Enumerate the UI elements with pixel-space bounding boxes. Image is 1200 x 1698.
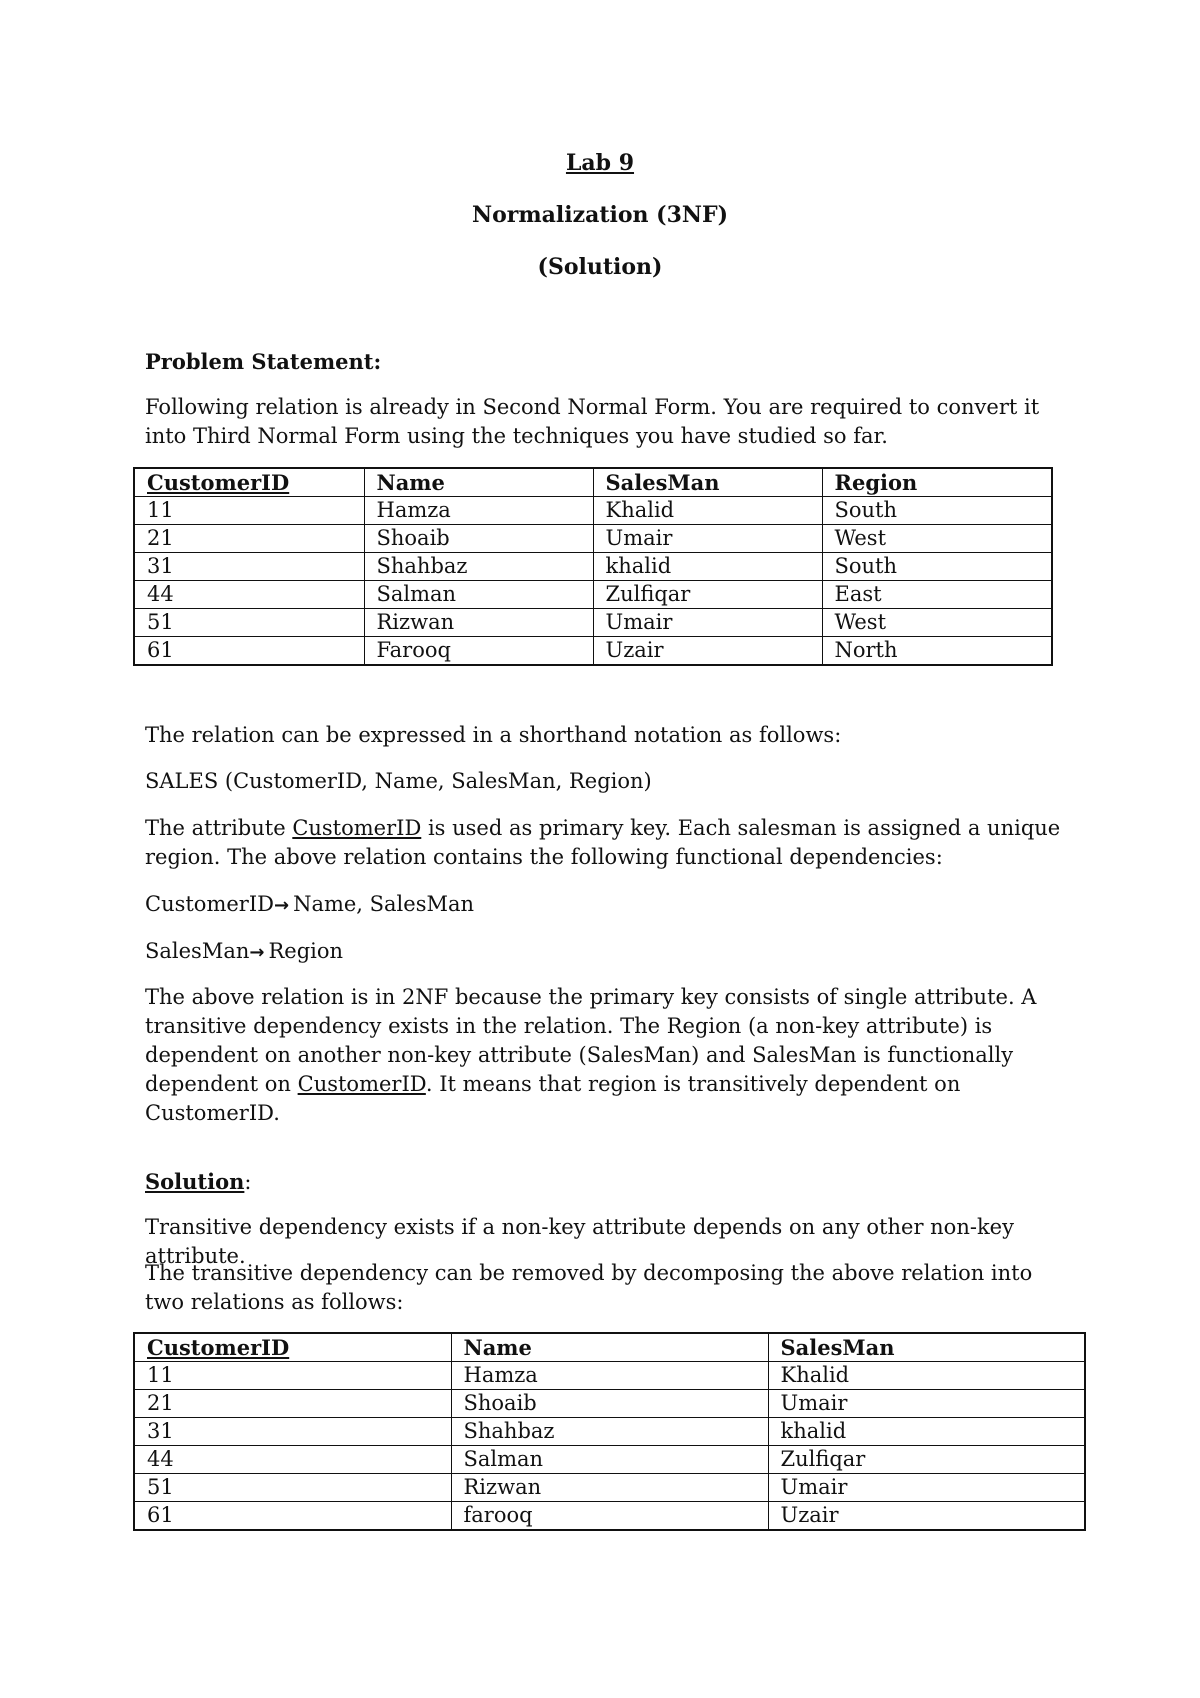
fd-dependent: Region	[268, 939, 344, 963]
table-cell: farooq	[451, 1502, 768, 1531]
primary-key-paragraph	[145, 814, 1065, 872]
table-cell: khalid	[593, 553, 822, 581]
primary-key-attribute: CustomerID	[292, 816, 422, 840]
table-cell: Shoaib	[364, 525, 593, 553]
table-cell: 51	[134, 609, 364, 637]
problem-intro: Following relation is already in Second Normal Form. You are required to convert it into Third Normal Form using the techniques you have studied so far.	[145, 395, 1040, 448]
column-header: Region	[822, 468, 1052, 497]
table-cell: Farooq	[364, 637, 593, 666]
table-cell: Umair	[593, 609, 822, 637]
table-cell: Salman	[451, 1446, 768, 1474]
table-row	[134, 497, 1052, 525]
table-cell: Umair	[768, 1390, 1085, 1418]
table-row	[134, 637, 1052, 666]
fd-dependent: Name, SalesMan	[293, 892, 475, 916]
table-cell: 21	[134, 1390, 451, 1418]
table-cell: 44	[134, 581, 364, 609]
arrow-right-icon: →	[273, 895, 290, 916]
table-cell: Shoaib	[451, 1390, 768, 1418]
table-row	[134, 1390, 1085, 1418]
column-header: CustomerID	[134, 468, 364, 497]
table-cell: Rizwan	[364, 609, 593, 637]
text-span: . It means that region is transitively dependent on CustomerID.	[145, 1072, 961, 1125]
column-header: SalesMan	[593, 468, 822, 497]
table-row	[134, 525, 1052, 553]
column-header: Name	[451, 1333, 768, 1362]
table-cell: 11	[134, 497, 364, 525]
table-cell: Khalid	[593, 497, 822, 525]
table-cell: Zulfiqar	[768, 1446, 1085, 1474]
table-header-row	[134, 468, 1052, 497]
definition-paragraph: Transitive dependency exists if a non-key attribute depends on any other non-key attribute.	[145, 1215, 1014, 1268]
table-cell: Hamza	[451, 1362, 768, 1390]
arrow-right-icon: →	[249, 942, 265, 963]
fd-determinant: SalesMan	[145, 939, 250, 963]
table-row	[134, 581, 1052, 609]
functional-dependency-2	[145, 937, 1065, 967]
column-header: SalesMan	[768, 1333, 1085, 1362]
table-row	[134, 1362, 1085, 1390]
table-row	[134, 553, 1052, 581]
subtitle: (Solution)	[537, 254, 663, 280]
table-cell: South	[822, 553, 1052, 581]
table-cell: khalid	[768, 1418, 1085, 1446]
column-header: Name	[364, 468, 593, 497]
text-span: :	[244, 1170, 252, 1194]
table-cell: 11	[134, 1362, 451, 1390]
table-cell: 31	[134, 553, 364, 581]
table-row	[134, 1446, 1085, 1474]
table-cell: Umair	[768, 1474, 1085, 1502]
customer-table	[133, 1332, 1086, 1531]
table-cell: East	[822, 581, 1052, 609]
table-cell: South	[822, 497, 1052, 525]
column-header: CustomerID	[134, 1333, 451, 1362]
explanation-paragraph	[145, 983, 1065, 1128]
notation-intro: The relation can be expressed in a shorthand notation as follows:	[145, 723, 842, 747]
key-attribute: CustomerID	[297, 1072, 426, 1096]
table-row	[134, 609, 1052, 637]
table-cell: Khalid	[768, 1362, 1085, 1390]
table-cell: Shahbaz	[364, 553, 593, 581]
relation-notation: SALES (CustomerID, Name, SalesMan, Region)	[145, 769, 652, 793]
table-cell: Zulfiqar	[593, 581, 822, 609]
table-cell: Hamza	[364, 497, 593, 525]
table-cell: West	[822, 609, 1052, 637]
text-span: The attribute	[145, 816, 293, 840]
sales-table	[133, 467, 1053, 666]
lab-title: Lab 9	[565, 150, 635, 176]
table-cell: Shahbaz	[451, 1418, 768, 1446]
table-header-row	[134, 1333, 1085, 1362]
table-row	[134, 1502, 1085, 1531]
decompose-paragraph: The transitive dependency can be removed by decomposing the above relation into two relations as follows:	[145, 1261, 1033, 1314]
solution-label: Solution	[145, 1169, 245, 1194]
topic-title: Normalization (3NF)	[471, 202, 729, 228]
functional-dependency-1	[145, 890, 1065, 920]
table-cell: Uzair	[768, 1502, 1085, 1531]
solution-heading	[145, 1167, 1065, 1197]
table-cell: Rizwan	[451, 1474, 768, 1502]
text-span: The above relation is in 2NF because the primary key consists of single attribute. A transitive dependency exists in the relation. The Region (a non-key attribute) is dependent on another non-key attribute (SalesMan) and SalesMan is functionally dependent on	[145, 985, 1037, 1096]
problem-heading: Problem Statement:	[145, 349, 382, 374]
table-cell: 21	[134, 525, 364, 553]
table-cell: 61	[134, 637, 364, 666]
table-cell: Salman	[364, 581, 593, 609]
table-row	[134, 1474, 1085, 1502]
text-span: is used as primary key. Each salesman is assigned a unique region. The above relation contains the following functional dependencies:	[145, 816, 1061, 869]
fd-determinant: CustomerID	[145, 892, 274, 916]
table-row	[134, 1418, 1085, 1446]
table-cell: 31	[134, 1418, 451, 1446]
table-cell: Uzair	[593, 637, 822, 666]
table-cell: West	[822, 525, 1052, 553]
table-cell: 44	[134, 1446, 451, 1474]
table-cell: 61	[134, 1502, 451, 1531]
table-cell: Umair	[593, 525, 822, 553]
table-cell: North	[822, 637, 1052, 666]
table-cell: 51	[134, 1474, 451, 1502]
